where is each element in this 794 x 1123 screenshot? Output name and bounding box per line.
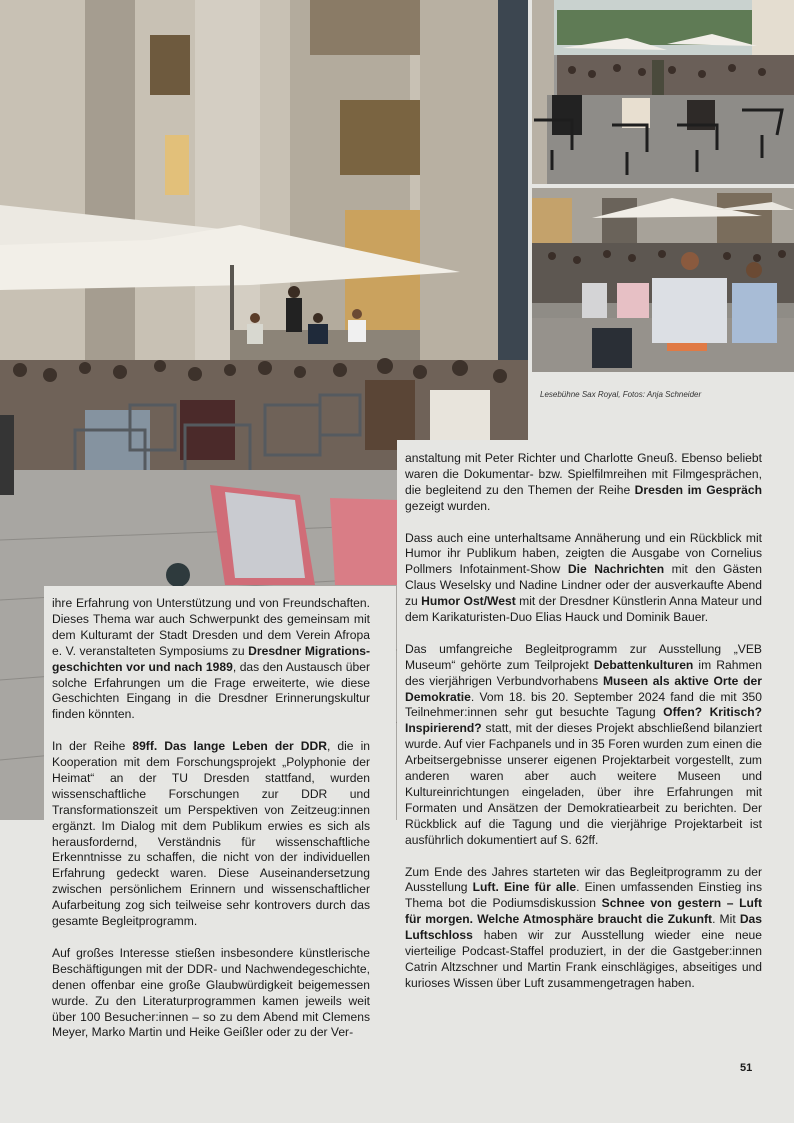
bold-term: 89ff. Das lange Leben der DDR (132, 739, 327, 754)
stage-photo-bottom (532, 188, 794, 372)
text-run: haben wir zur Ausstellung wieder eine neue vierteilige Podcast-Staffel produziert, in der die Gastgeber:innen Catrin Altzschner und Martin Frank einschlägiges, abseitiges und kurioses Wissen über Luft zusammengetragen haben. (405, 928, 762, 990)
text-run: mit der Dresdner Künstlerin Anna Mateur und dem Karikaturisten-Duo Elias Hauck und Dominik Bauer. (405, 594, 762, 625)
text-run: Auf großes Interesse stießen insbesondere künstlerische Beschäftigungen mit der DDR- und Nachwendegeschichte, denen offenbar eine große Glaubwürdigkeit beigemessen wurde. Zu den Literaturprogrammen kamen jeweils weit über 100 Besucher:innen – so zu dem Abend mit Clemens Meyer, Marko Martin und Heike Geißler oder zu der Ver- (52, 945, 370, 1040)
text-run: ihre Erfahrung von Unterstützung und von Freundschaften. Dieses Thema war auch Schwerpunkt des gemeinsam mit dem Kulturamt der Stadt Dresden und dem Verein Afropa e. V. veranstalteten Symposiums zu (52, 596, 370, 658)
bold-term: Offen? Kritisch? Inspirierend? (405, 705, 762, 736)
text-run: . Vom 18. bis 20. September 2024 fand die mit 350 Teilnehmer:innen sehr gut besuchte Tagung (405, 689, 762, 720)
paragraph (52, 739, 370, 930)
text-run: anstaltung mit Peter Richter und Charlotte Gneuß. Ebenso beliebt waren die Dokumentar- bzw. Spielfilmreihen mit Filmgesprächen, die begleitend zu den Themen der Reihe (405, 451, 762, 497)
text-run: Das umfangreiche Begleitprogramm zur Ausstellung „VEB Museum“ gehörte zum Teilprojekt (405, 641, 762, 672)
paragraph (405, 531, 762, 626)
paragraph (52, 596, 370, 723)
text-run: mit den Gästen Claus Weselsky und Nadine Lindner oder der ausverkaufte Abend zu (405, 562, 762, 609)
text-run: statt, mit der dieses Projekt abschließend bilanziert wurde. Auf vier Fachpanels und in 35 Foren wurden zum einen die Arbeitsergebnisse unserer eigenen Projektarbeit vorgestellt, zum anderen waren aber auch weitere Museen und Kultureinrichtungen eingeladen, über ihre Erfahrungen mit Formaten und Ansätzen der Demokratiearbeit zu berichten. Der Rückblick auf die Tagung und die vierjährige Projektarbeit ist ausführlich dokumentiert auf S. 62ff. (405, 721, 762, 847)
text-run: In der Reihe (52, 739, 133, 754)
photo-caption: Lesebühne Sax Royal, Fotos: Anja Schneider (540, 390, 702, 399)
bold-term: Museen als aktive Orte der Demokratie (405, 673, 762, 704)
paragraph (405, 642, 762, 849)
text-run: gezeigt wurden. (405, 498, 491, 513)
text-run: . Mit (712, 912, 740, 927)
paragraph (52, 946, 370, 1041)
right-text-column (405, 451, 762, 1008)
bold-term: Das Luftschloss (405, 912, 763, 943)
text-run: . Einen umfassenden Einstieg ins Thema bot die Podiumsdiskussion (405, 880, 762, 911)
text-run: , das den Austausch über solche Erfahrungen um die Frage erweiterte, wie diese Geschichten Eingang in die Dresdner Erinnerungskultur finden könnten. (52, 659, 370, 722)
bold-term: Dresden im Gespräch (634, 482, 762, 497)
page-number: 51 (740, 1062, 753, 1074)
text-run: Zum Ende des Jahres starteten wir das Begleitprogramm zu der Ausstellung (405, 864, 762, 895)
bold-term: Schnee von gestern – Luft für morgen. Welche Atmosphäre braucht die Zukunft (405, 896, 762, 927)
stage-photo-top (532, 0, 794, 184)
bold-term: Humor Ost/West (421, 594, 516, 609)
bold-term: Die Nachrichten (567, 562, 665, 577)
bold-term: Luft. Eine für alle (472, 880, 577, 895)
paragraph (405, 451, 762, 515)
paragraph (405, 865, 762, 992)
bold-term: Debattenkulturen (593, 657, 694, 672)
bold-term: Dresdner Migrations-geschichten vor und nach 1989 (52, 643, 370, 674)
text-run: Dass auch eine unterhaltsame Annäherung und ein Rückblick mit Humor ihr Publikum haben, zeigten die Ausgabe von Cornelius Pollmers Infotainment-Show (405, 530, 762, 577)
left-text-column (52, 596, 370, 1057)
text-run: im Rahmen des vierjährigen Verbundvorhabens (405, 657, 762, 688)
text-run: , die in Kooperation mit dem Forschungsprojekt „Polyphonie der Heimat“ an der TU Dresden stattfand, wurden wissenschaftliche Forschungen zur DDR und Transformationszeit um Perspektiven von Zeitzeug:innen ergänzt. Im Dialog mit dem Publikum erwies es sich als herausfordernd, Verständnis für wissenschaftliche Erkenntnisse zu schaffen, die nicht von der individuellen Erfahrung gedeckt waren. Diese Auseinandersetzung zwischen persönlichem Erinnern und wissenschaftlicher Aufarbeitung zog sich teilweise sehr kontrovers durch das gesamte Begleitprogramm. (52, 739, 370, 929)
